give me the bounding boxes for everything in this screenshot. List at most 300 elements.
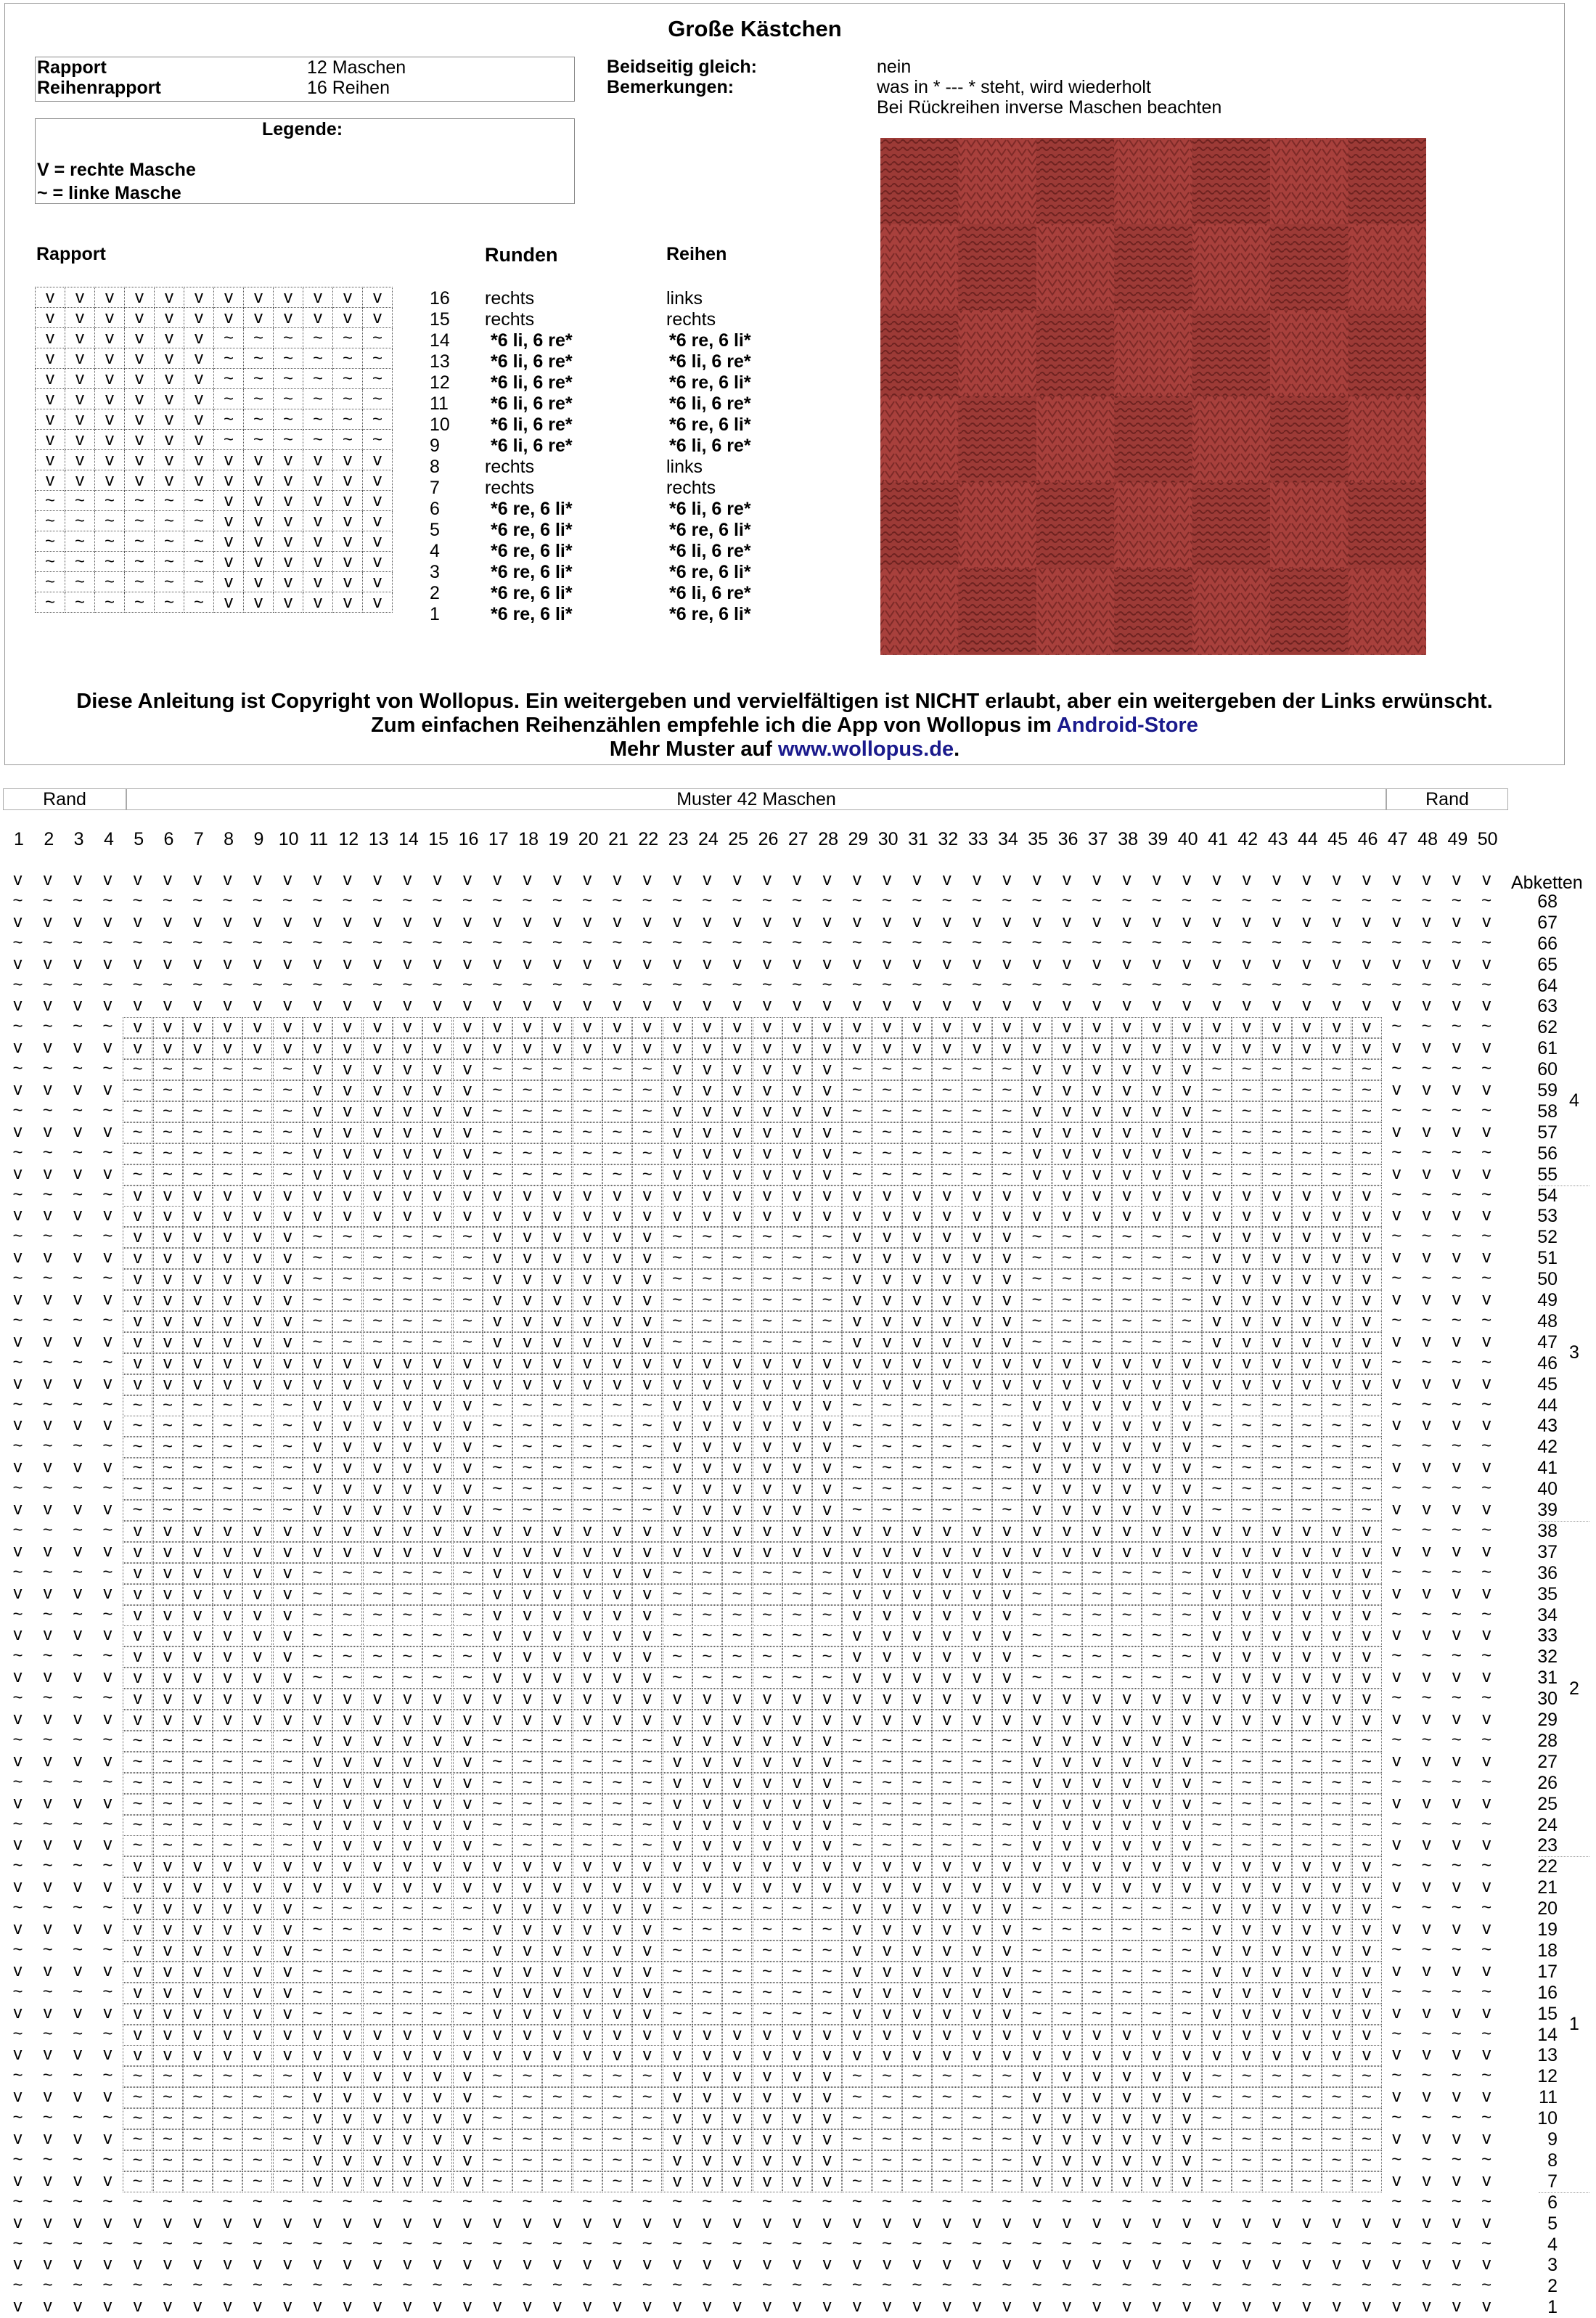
- stitch-cell: ~: [95, 552, 125, 572]
- chart-stitch: v: [103, 1247, 112, 1268]
- chart-stitch: v: [663, 1689, 692, 1710]
- chart-stitch: ~: [42, 2065, 53, 2086]
- chart-stitch: ~: [962, 1143, 992, 1164]
- chart-stitch: v: [332, 1059, 362, 1080]
- chart-stitch: v: [1172, 1164, 1202, 1185]
- chart-stitch: ~: [492, 2191, 503, 2211]
- chart-stitch: ~: [363, 1248, 393, 1269]
- chart-stitch: ~: [1391, 1562, 1402, 1582]
- chart-stitch: ~: [632, 2108, 662, 2129]
- chart-stitch: v: [883, 2254, 892, 2274]
- chart-stitch: v: [1262, 1983, 1292, 2004]
- chart-stitch: ~: [1481, 2023, 1492, 2044]
- chart-stitch: v: [902, 1983, 932, 2004]
- chart-row-number: 50: [1537, 1269, 1558, 1290]
- chart-stitch: ~: [1292, 2129, 1322, 2150]
- chart-stitch: v: [1112, 1458, 1142, 1479]
- chart-stitch: v: [483, 1983, 512, 2004]
- chart-stitch: v: [512, 1038, 542, 1059]
- chart-stitch: ~: [123, 1122, 152, 1143]
- chart-stitch: ~: [1241, 2275, 1252, 2295]
- chart-stitch: ~: [542, 1731, 572, 1752]
- chart-stitch: v: [103, 2044, 112, 2065]
- stitch-cell: v: [244, 511, 274, 531]
- stitch-cell: v: [155, 430, 184, 450]
- chart-stitch: ~: [1142, 1625, 1171, 1646]
- chart-stitch: v: [852, 911, 862, 931]
- photo-block: [1192, 568, 1270, 655]
- chart-stitch: ~: [332, 1605, 362, 1626]
- chart-stitch: ~: [42, 2191, 53, 2211]
- chart-stitch: v: [1082, 1500, 1112, 1521]
- rapport-row-number: 13: [430, 351, 450, 372]
- chart-stitch: ~: [761, 890, 772, 910]
- chart-stitch: v: [1092, 2212, 1102, 2232]
- chart-stitch: v: [393, 1521, 422, 1542]
- chart-stitch: v: [123, 1962, 152, 1983]
- stitch-cell: v: [184, 409, 214, 430]
- chart-stitch: v: [1392, 2254, 1401, 2274]
- chart-stitch: v: [273, 1856, 303, 1877]
- chart-stitch: ~: [332, 1584, 362, 1605]
- chart-stitch: ~: [273, 1122, 303, 1143]
- chart-stitch: ~: [1052, 1227, 1082, 1248]
- chart-stitch: v: [363, 1101, 393, 1122]
- chart-stitch: ~: [1172, 1332, 1202, 1353]
- chart-stitch: v: [1392, 1625, 1401, 1645]
- chart-stitch: v: [123, 1646, 152, 1668]
- chart-stitch: v: [422, 2087, 452, 2108]
- chart-stitch: ~: [872, 1164, 902, 1185]
- chart-stitch: ~: [992, 1835, 1022, 1856]
- chart-stitch: v: [1232, 1269, 1261, 1290]
- chart-stitch: v: [43, 1960, 52, 1980]
- chart-stitch: v: [463, 995, 472, 1016]
- chart-stitch: v: [1172, 1689, 1202, 1710]
- chart-stitch: v: [1022, 1731, 1052, 1752]
- chart-stitch: ~: [73, 1352, 83, 1372]
- chart-stitch: ~: [363, 1227, 393, 1248]
- chart-stitch: v: [1292, 2045, 1322, 2066]
- chart-stitch: v: [753, 1437, 782, 1458]
- chart-stitch: ~: [902, 2108, 932, 2129]
- chart-stitch: ~: [1262, 1835, 1292, 1856]
- chart-stitch: ~: [1292, 2108, 1322, 2129]
- column-number: 30: [877, 829, 899, 849]
- chart-stitch: v: [523, 953, 532, 974]
- chart-stitch: v: [123, 1542, 152, 1563]
- chart-stitch: v: [13, 995, 22, 1016]
- chart-stitch: v: [483, 2004, 512, 2025]
- chart-row-number: 52: [1537, 1227, 1558, 1248]
- chart-stitch: v: [1232, 2045, 1261, 2066]
- chart-stitch: v: [332, 1731, 362, 1752]
- chart-stitch: ~: [123, 2066, 152, 2087]
- chart-stitch: v: [303, 1835, 332, 1856]
- chart-stitch: ~: [422, 1898, 452, 1919]
- chart-stitch: v: [1022, 1752, 1052, 1773]
- chart-stitch: ~: [422, 1962, 452, 1983]
- chart-stitch: v: [782, 1689, 812, 1710]
- stitch-cell: ~: [274, 369, 303, 389]
- chart-stitch: v: [1142, 1185, 1171, 1207]
- chart-stitch: v: [632, 1227, 662, 1248]
- chart-stitch: ~: [962, 1059, 992, 1080]
- chart-stitch: v: [453, 1017, 483, 1038]
- chart-stitch: v: [962, 1877, 992, 1898]
- chart-stitch: ~: [1292, 1101, 1322, 1122]
- chart-stitch: v: [753, 2171, 782, 2192]
- chart-stitch: v: [812, 2108, 842, 2129]
- chart-stitch: v: [902, 1605, 932, 1626]
- chart-stitch: v: [842, 1877, 872, 1898]
- chart-stitch: v: [1092, 911, 1102, 931]
- chart-stitch: v: [193, 870, 202, 889]
- chart-stitch: v: [1322, 1017, 1351, 1038]
- chart-stitch: v: [542, 1898, 572, 1919]
- chart-stitch: v: [842, 1311, 872, 1332]
- chart-stitch: ~: [123, 2087, 152, 2108]
- chart-stitch: ~: [363, 1668, 393, 1689]
- chart-stitch: v: [1122, 995, 1131, 1016]
- chart-stitch: v: [692, 1437, 722, 1458]
- chart-stitch: ~: [512, 1458, 542, 1479]
- chart-stitch: ~: [492, 890, 503, 910]
- chart-stitch: v: [872, 1521, 902, 1542]
- chart-stitch: ~: [273, 1395, 303, 1416]
- chart-stitch: v: [43, 953, 52, 974]
- chart-stitch: ~: [1421, 1981, 1432, 2001]
- chart-stitch: ~: [842, 1416, 872, 1437]
- chart-stitch: ~: [1142, 1962, 1171, 1983]
- chart-stitch: ~: [1481, 1981, 1492, 2001]
- chart-stitch: ~: [453, 1668, 483, 1689]
- chart-stitch: ~: [1092, 932, 1102, 952]
- photo-block: [1349, 224, 1426, 311]
- chart-stitch: v: [722, 2171, 752, 2192]
- chart-stitch: ~: [722, 1584, 752, 1605]
- chart-row-number: 12: [1537, 2066, 1558, 2087]
- chart-stitch: ~: [632, 1479, 662, 1500]
- chart-stitch: ~: [902, 1101, 932, 1122]
- chart-stitch: ~: [312, 974, 323, 995]
- chart-stitch: ~: [422, 1290, 452, 1311]
- chart-stitch: v: [1172, 2087, 1202, 2108]
- chart-stitch: ~: [1262, 1794, 1292, 1815]
- chart-stitch: ~: [1391, 2065, 1402, 2086]
- chart-stitch: ~: [602, 1164, 632, 1185]
- chart-stitch: ~: [992, 1794, 1022, 1815]
- chart-stitch: v: [1322, 1856, 1351, 1877]
- chart-stitch: ~: [1022, 1311, 1052, 1332]
- chart-stitch: ~: [132, 2191, 143, 2211]
- chart-stitch: ~: [1232, 1773, 1261, 1794]
- chart-stitch: v: [942, 911, 952, 931]
- chart-stitch: v: [822, 2254, 832, 2274]
- chart-stitch: ~: [663, 2004, 692, 2025]
- chart-stitch: v: [43, 1625, 52, 1645]
- chart-stitch: v: [883, 995, 892, 1016]
- chart-stitch: ~: [1182, 2191, 1192, 2211]
- chart-stitch: v: [1422, 1121, 1431, 1141]
- chart-stitch: v: [273, 1038, 303, 1059]
- chart-stitch: v: [273, 1605, 303, 1626]
- chart-stitch: ~: [1151, 974, 1162, 995]
- chart-stitch: ~: [73, 1729, 83, 1750]
- chart-stitch: ~: [992, 1437, 1022, 1458]
- chart-stitch: v: [1142, 1835, 1171, 1856]
- chart-stitch: v: [183, 1227, 213, 1248]
- chart-stitch: v: [1272, 870, 1282, 889]
- chart-stitch: ~: [453, 1646, 483, 1668]
- chart-stitch: ~: [1451, 1646, 1462, 1666]
- chart-stitch: v: [542, 1374, 572, 1395]
- chart-stitch: ~: [962, 1479, 992, 1500]
- chart-stitch: ~: [123, 1815, 152, 1836]
- chart-stitch: v: [332, 1353, 362, 1374]
- chart-stitch: v: [303, 2129, 332, 2150]
- chart-stitch: ~: [582, 2275, 593, 2295]
- chart-stitch: ~: [332, 1332, 362, 1353]
- chart-stitch: v: [842, 1898, 872, 1919]
- chart-stitch: v: [692, 1122, 722, 1143]
- column-number: 4: [103, 829, 114, 849]
- chart-stitch: v: [13, 1625, 22, 1645]
- chart-stitch: ~: [1232, 1500, 1261, 1521]
- chart-stitch: v: [303, 1689, 332, 1710]
- chart-stitch: v: [43, 1667, 52, 1687]
- chart-stitch: v: [223, 995, 232, 1016]
- chart-stitch: v: [573, 1374, 602, 1395]
- chart-stitch: ~: [422, 1646, 452, 1668]
- chart-stitch: ~: [453, 1290, 483, 1311]
- chart-stitch: ~: [1481, 974, 1492, 995]
- chart-stitch: v: [242, 1017, 272, 1038]
- chart-stitch: ~: [1391, 1813, 1402, 1834]
- stitch-cell: v: [155, 348, 184, 369]
- chart-stitch: v: [73, 1625, 83, 1645]
- chart-stitch: v: [1242, 953, 1251, 974]
- chart-stitch: ~: [12, 2275, 23, 2295]
- chart-stitch: v: [542, 1332, 572, 1353]
- chart-stitch: v: [1272, 995, 1282, 1016]
- chart-stitch: v: [932, 1374, 962, 1395]
- chart-stitch: v: [1082, 1416, 1112, 1437]
- chart-stitch: v: [722, 2129, 752, 2150]
- chart-stitch: v: [1352, 1898, 1382, 1919]
- chart-stitch: ~: [42, 932, 53, 952]
- chart-stitch: ~: [1292, 1122, 1322, 1143]
- chart-stitch: v: [483, 1877, 512, 1898]
- chart-stitch: ~: [1301, 890, 1312, 910]
- chart-stitch: v: [303, 1164, 332, 1185]
- stitch-cell: v: [36, 470, 65, 491]
- chart-stitch: ~: [1061, 2275, 1072, 2295]
- chart-stitch: v: [283, 2254, 292, 2274]
- chart-stitch: v: [1082, 1835, 1112, 1856]
- chart-stitch: ~: [722, 1668, 752, 1689]
- chart-stitch: v: [43, 911, 52, 931]
- chart-stitch: ~: [483, 1752, 512, 1773]
- stitch-cell: ~: [95, 511, 125, 531]
- chart-stitch: ~: [872, 1731, 902, 1752]
- chart-stitch: v: [1152, 911, 1161, 931]
- chart-stitch: v: [812, 1500, 842, 1521]
- android-store-link[interactable]: Android-Store: [1056, 714, 1198, 737]
- chart-stitch: v: [1292, 1898, 1322, 1919]
- runden-instruction: *6 re, 6 li*: [491, 499, 573, 519]
- chart-stitch: ~: [842, 2171, 872, 2192]
- chart-stitch: ~: [573, 1416, 602, 1437]
- chart-stitch: v: [363, 1479, 393, 1500]
- chart-stitch: v: [573, 1332, 602, 1353]
- chart-stitch: v: [43, 1835, 52, 1855]
- chart-stitch: v: [932, 1311, 962, 1332]
- chart-stitch: v: [902, 1962, 932, 1983]
- chart-stitch: v: [1172, 1835, 1202, 1856]
- chart-stitch: v: [1392, 1919, 1401, 1938]
- chart-stitch: v: [962, 2004, 992, 2025]
- chart-stitch: v: [1142, 1458, 1171, 1479]
- chart-stitch: ~: [612, 2233, 623, 2253]
- chart-stitch: v: [1172, 2129, 1202, 2150]
- chart-stitch: ~: [1022, 1898, 1052, 1919]
- chart-stitch: ~: [453, 2004, 483, 2025]
- website-link[interactable]: www.wollopus.de: [777, 738, 954, 761]
- chart-stitch: v: [1352, 1584, 1382, 1605]
- chart-stitch: v: [1082, 1017, 1112, 1038]
- chart-stitch: ~: [483, 2129, 512, 2150]
- stitch-cell: ~: [184, 592, 214, 613]
- chart-stitch: ~: [761, 2275, 772, 2295]
- column-number: 37: [1087, 829, 1108, 849]
- chart-stitch: v: [393, 1122, 422, 1143]
- chart-stitch: ~: [1052, 1269, 1082, 1290]
- chart-stitch: ~: [1052, 1584, 1082, 1605]
- chart-stitch: ~: [1352, 2066, 1382, 2087]
- chart-stitch: v: [483, 1332, 512, 1353]
- stitch-cell: ~: [184, 531, 214, 552]
- chart-stitch: v: [73, 1792, 83, 1813]
- chart-stitch: v: [193, 911, 202, 931]
- chart-stitch: v: [1232, 1689, 1261, 1710]
- photo-block: [958, 138, 1036, 224]
- chart-stitch: ~: [42, 1771, 53, 1792]
- chart-stitch: ~: [1262, 2066, 1292, 2087]
- stitch-cell: v: [274, 450, 303, 470]
- chart-stitch: ~: [692, 1332, 722, 1353]
- chart-stitch: ~: [573, 1500, 602, 1521]
- chart-stitch: v: [1202, 1521, 1232, 1542]
- chart-stitch: ~: [282, 932, 293, 952]
- chart-stitch: v: [753, 1500, 782, 1521]
- chart-stitch: ~: [1451, 1352, 1462, 1372]
- chart-stitch: ~: [1022, 1983, 1052, 2004]
- chart-stitch: v: [332, 1500, 362, 1521]
- chart-stitch: v: [213, 1038, 242, 1059]
- chart-stitch: v: [213, 1689, 242, 1710]
- chart-stitch: v: [1392, 2086, 1401, 2107]
- chart-stitch: v: [223, 911, 232, 931]
- chart-stitch: ~: [12, 1939, 23, 1959]
- chart-stitch: v: [872, 1584, 902, 1605]
- chart-stitch: v: [782, 2025, 812, 2046]
- chart-stitch: v: [793, 2254, 802, 2274]
- chart-stitch: v: [332, 1689, 362, 1710]
- chart-stitch: ~: [213, 1794, 242, 1815]
- chart-stitch: v: [812, 1877, 842, 1898]
- chart-row-number: 22: [1537, 1856, 1558, 1877]
- chart-stitch: ~: [1391, 2149, 1402, 2169]
- chart-stitch: v: [842, 1668, 872, 1689]
- chart-stitch: v: [1052, 2087, 1082, 2108]
- chart-stitch: v: [1082, 1773, 1112, 1794]
- chart-stitch: v: [223, 953, 232, 974]
- runden-instruction: *6 re, 6 li*: [491, 604, 573, 624]
- chart-stitch: ~: [512, 1731, 542, 1752]
- chart-stitch: v: [1292, 1940, 1322, 1962]
- chart-stitch: v: [932, 2004, 962, 2025]
- chart-stitch: v: [512, 1332, 542, 1353]
- chart-stitch: v: [763, 2254, 772, 2274]
- chart-stitch: v: [632, 1877, 662, 1898]
- stitch-cell: v: [95, 348, 125, 369]
- chart-stitch: v: [242, 1248, 272, 1269]
- photo-block: [1114, 310, 1192, 396]
- chart-stitch: v: [962, 1374, 992, 1395]
- chart-stitch: v: [1292, 1710, 1322, 1731]
- chart-stitch: v: [1392, 995, 1401, 1016]
- chart-stitch: v: [1262, 1584, 1292, 1605]
- chart-stitch: ~: [1272, 974, 1282, 995]
- photo-block: [880, 396, 958, 483]
- chart-stitch: v: [1422, 2044, 1431, 2065]
- chart-stitch: v: [1332, 953, 1341, 974]
- chart-stitch: v: [1092, 2254, 1102, 2274]
- chart-stitch: v: [103, 1373, 112, 1393]
- chart-stitch: ~: [582, 2191, 593, 2211]
- chart-stitch: v: [932, 1332, 962, 1353]
- chart-stitch: ~: [1391, 1142, 1402, 1162]
- chart-stitch: ~: [842, 1815, 872, 1836]
- chart-stitch: v: [1112, 2108, 1142, 2129]
- chart-stitch: v: [363, 1458, 393, 1479]
- column-number: 46: [1357, 829, 1378, 849]
- chart-stitch: ~: [1481, 2149, 1492, 2169]
- chart-stitch: v: [632, 1689, 662, 1710]
- chart-stitch: v: [463, 2254, 472, 2274]
- chart-stitch: ~: [573, 1395, 602, 1416]
- chart-stitch: v: [1092, 995, 1102, 1016]
- chart-stitch: ~: [1052, 1646, 1082, 1668]
- column-number: 3: [73, 829, 84, 849]
- chart-stitch: ~: [842, 2087, 872, 2108]
- chart-stitch: ~: [1022, 1269, 1052, 1290]
- chart-stitch: v: [663, 1542, 692, 1563]
- chart-stitch: v: [123, 1206, 152, 1227]
- chart-stitch: v: [303, 1080, 332, 1101]
- chart-stitch: v: [153, 1563, 183, 1584]
- chart-stitch: ~: [812, 1227, 842, 1248]
- chart-stitch: v: [1482, 1080, 1491, 1099]
- chart-stitch: v: [602, 1017, 632, 1038]
- chart-stitch: v: [242, 1521, 272, 1542]
- chart-stitch: ~: [1292, 1416, 1322, 1437]
- chart-stitch: v: [43, 1121, 52, 1141]
- chart-stitch: v: [1202, 1605, 1232, 1626]
- photo-block: [1036, 568, 1114, 655]
- chart-stitch: ~: [273, 2108, 303, 2129]
